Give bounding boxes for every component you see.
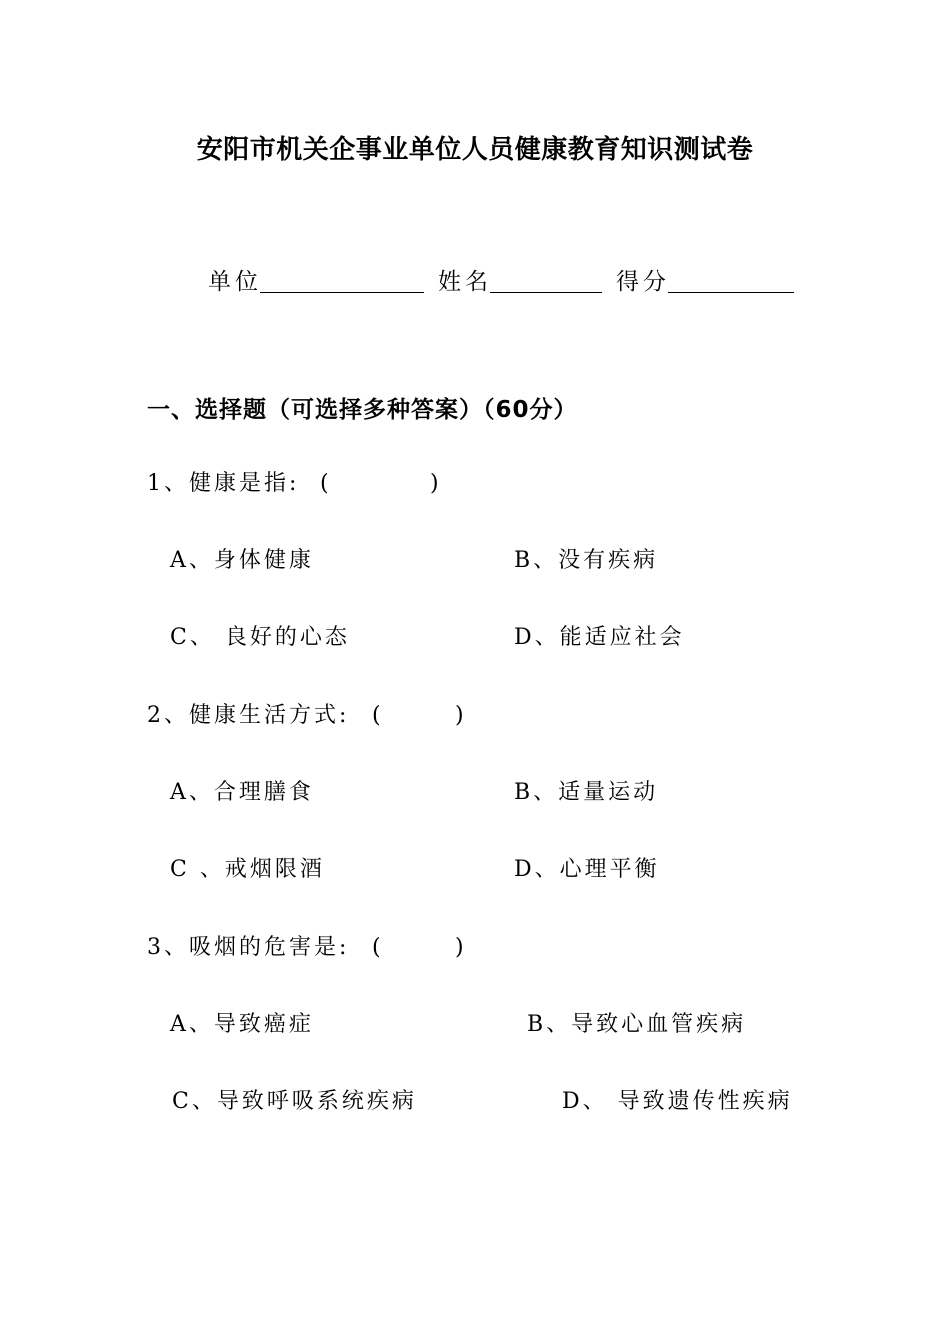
question-3-option-c[interactable]: C、导致呼吸系统疾病 — [172, 1089, 417, 1114]
question-3-option-a[interactable]: A、导致癌症 — [170, 1012, 314, 1037]
question-1-paren-close: ) — [430, 471, 439, 496]
question-1-option-b[interactable]: B、没有疾病 — [514, 548, 659, 573]
question-3: 3、吸烟的危害是: — [147, 935, 350, 960]
question-1: 1、健康是指: — [147, 471, 300, 496]
question-2-paren-close: ) — [455, 703, 464, 728]
question-3-option-d[interactable]: D、 导致遗传性疾病 — [562, 1089, 793, 1114]
question-3-paren-close: ) — [455, 935, 464, 960]
question-2: 2、健康生活方式: — [147, 703, 350, 728]
question-2-option-c[interactable]: C 、戒烟限酒 — [170, 857, 325, 882]
score-label: 得分 — [616, 269, 670, 295]
question-3-paren-open: ( — [372, 935, 381, 960]
page-title: 安阳市机关企事业单位人员健康教育知识测试卷 — [196, 135, 754, 165]
question-3-option-b[interactable]: B、导致心血管疾病 — [527, 1012, 747, 1037]
unit-blank-line[interactable] — [260, 292, 424, 293]
question-1-paren-open: ( — [320, 471, 329, 496]
question-1-option-a[interactable]: A、身体健康 — [170, 548, 314, 573]
score-blank-line[interactable] — [668, 292, 794, 293]
question-1-option-d[interactable]: D、能适应社会 — [514, 625, 685, 650]
question-2-option-d[interactable]: D、心理平衡 — [514, 857, 660, 882]
name-blank-line[interactable] — [490, 292, 602, 293]
name-label: 姓名 — [438, 269, 492, 295]
question-2-option-a[interactable]: A、合理膳食 — [170, 780, 314, 805]
question-2-option-b[interactable]: B、适量运动 — [514, 780, 659, 805]
unit-label: 单位 — [208, 269, 262, 295]
question-2-paren-open: ( — [372, 703, 381, 728]
section-heading: 一、选择题（可选择多种答案）（60分） — [147, 397, 578, 423]
question-1-option-c[interactable]: C、 良好的心态 — [170, 625, 350, 650]
